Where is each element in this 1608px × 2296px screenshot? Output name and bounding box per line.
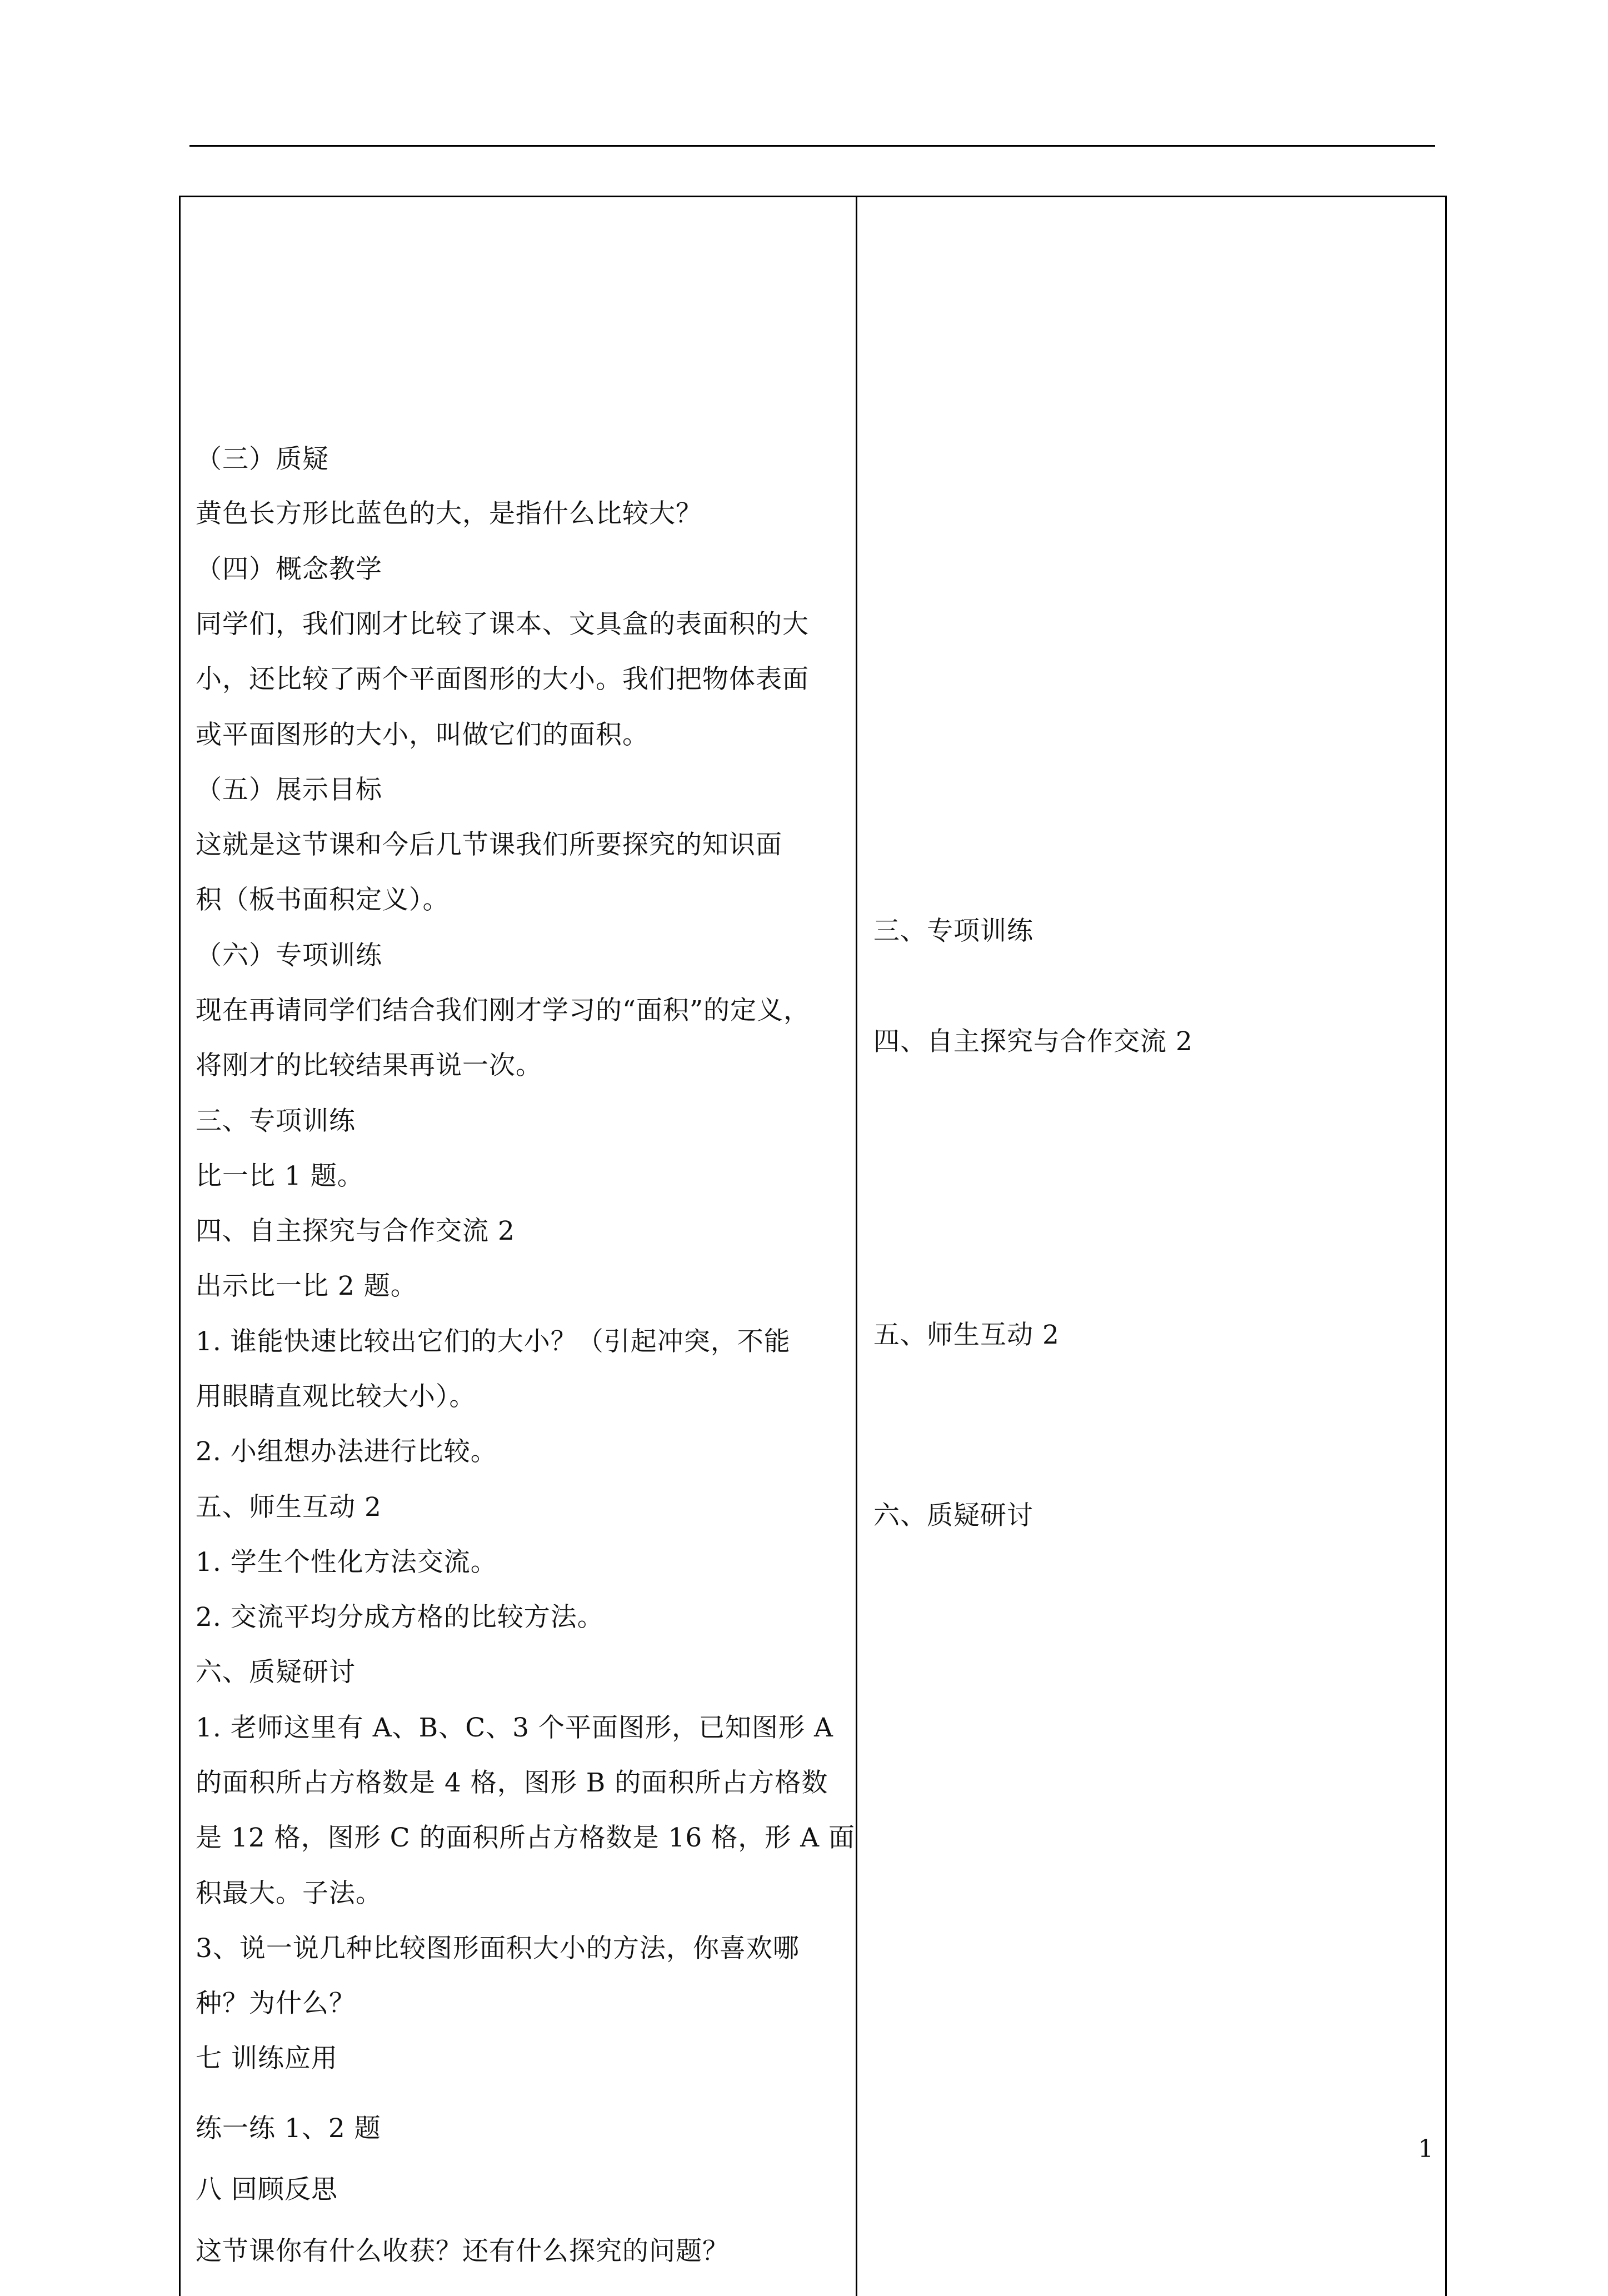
left-line: 1. 谁能快速比较出它们的大小？（引起冲突，不能	[196, 1326, 791, 1357]
left-line: 出示比一比 2 题。	[196, 1271, 417, 1301]
left-line: （六）专项训练	[196, 940, 382, 971]
left-line: 积最大。子法。	[196, 1878, 382, 1909]
left-line: （四）概念教学	[196, 554, 382, 585]
left-line: 的面积所占方格数是 4 格，图形 B 的面积所占方格数	[196, 1768, 828, 1798]
left-line: 这就是这节课和今后几节课我们所要探究的知识面	[196, 830, 782, 860]
left-line: 小，还比较了两个平面图形的大小。我们把物体表面	[196, 664, 809, 695]
left-line: 1. 学生个性化方法交流。	[196, 1547, 497, 1578]
left-line: 黄色长方形比蓝色的大，是指什么比较大？	[196, 498, 702, 529]
left-line: 或平面图形的大小，叫做它们的面积。	[196, 720, 649, 750]
left-line: 用眼睛直观比较大小）。	[196, 1381, 476, 1412]
right-line: 四、自主探究与合作交流 2	[873, 1026, 1193, 1057]
left-line: 六、质疑研讨	[196, 1657, 356, 1688]
left-line: 1. 老师这里有 A、B、C、3 个平面图形，已知图形 A	[196, 1713, 833, 1743]
header-rule	[189, 145, 1435, 147]
left-line: 七 训练应用	[196, 2043, 338, 2074]
page-number: 1	[1418, 2135, 1434, 2163]
left-line: 同学们，我们刚才比较了课本、文具盒的表面积的大	[196, 609, 809, 640]
right-line: 五、师生互动 2	[873, 1320, 1060, 1350]
left-line: 3、说一说几种比较图形面积大小的方法，你喜欢哪	[196, 1933, 800, 1964]
left-line: 是 12 格，图形 C 的面积所占方格数是 16 格，形 A 面	[196, 1823, 856, 1853]
left-line: 这节课你有什么收获？还有什么探究的问题？	[196, 2236, 729, 2267]
left-line: 四、自主探究与合作交流 2	[196, 1216, 515, 1246]
left-line: 将刚才的比较结果再说一次。	[196, 1050, 542, 1081]
left-line: 2. 小组想办法进行比较。	[196, 1436, 497, 1467]
right-line: 三、专项训练	[873, 916, 1033, 946]
right-line: 六、质疑研讨	[873, 1500, 1033, 1531]
left-line: 积（板书面积定义）。	[196, 885, 450, 915]
left-line: 2. 交流平均分成方格的比较方法。	[196, 1602, 604, 1633]
left-line: 八 回顾反思	[196, 2174, 338, 2205]
left-line: 三、专项训练	[196, 1106, 356, 1136]
left-line: 现在再请同学们结合我们刚才学习的“面积”的定义，	[196, 995, 811, 1026]
left-line: 五、师生互动 2	[196, 1492, 382, 1523]
column-divider	[856, 196, 857, 2296]
left-line: （五）展示目标	[196, 775, 382, 805]
left-line: 练一练 1、2 题	[196, 2113, 381, 2144]
left-line: 比一比 1 题。	[196, 1161, 364, 1191]
left-line: 种？为什么？	[196, 1988, 356, 2019]
left-line: （三）质疑	[196, 444, 329, 475]
